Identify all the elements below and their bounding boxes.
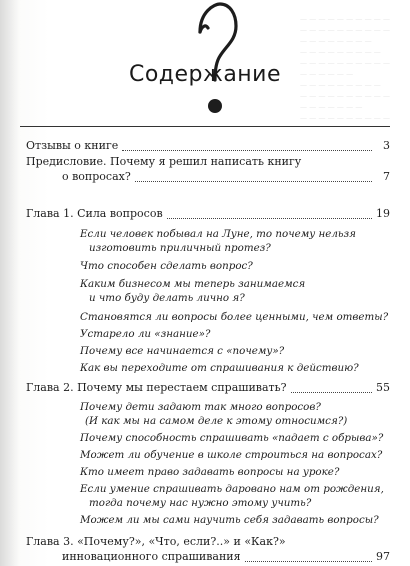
toc-entry-title: Глава 3. «Почему?», «Что, если?..» и «Как?» [26,535,286,548]
toc-page-number: 97 [376,550,390,563]
chapter-question: Если человек побывал на Луне, то почему нельзя [80,228,356,240]
chapter-question: Почему все начинается с «почему»? [80,345,285,357]
toc-page-number: 19 [376,207,390,220]
toc-entry-title: Глава 1. Сила вопросов [26,207,163,220]
leader-dots [245,560,372,562]
toc-entry-title: о вопросах? [62,170,131,183]
toc-page-number: 7 [383,170,390,183]
leader-dots [122,149,372,151]
toc-page-number: 55 [376,381,390,394]
leader-dots [291,391,372,393]
toc-page-number: 3 [383,139,390,152]
toc-entry-title: инновационного спрашивания [62,550,241,563]
toc-entry-title: Предисловие. Почему я решил написать книгу [26,155,302,168]
chapter-question: Становятся ли вопросы более ценными, чем ответы? [80,311,389,323]
title-divider [20,126,390,127]
bleed-through-text: — — — — — — — — — — — — — — — — — — — — — — — — — — — — — — — — — — — — — — — — — — — — — — — — — — — — — — — — — — — — — — — — — — — — — — — — — — — — — — — — — — — — — — — — — [300,15,391,122]
page-title: Содержание [128,62,282,87]
chapter-question: тогда почему нас нужно этому учить? [89,497,312,509]
leader-dots [135,180,372,182]
chapter-question: Почему дети задают так много вопросов? [80,401,321,413]
chapter-question: Может ли обучение в школе строиться на вопросах? [80,449,383,461]
chapter-question: Если умение спрашивать даровано нам от рождения, [80,483,384,495]
chapter-question: изготовить приличный протез? [89,242,271,254]
toc-entry-title: Отзывы о книге [26,139,119,152]
chapter-question: Кто имеет право задавать вопросы на уроке? [80,466,340,478]
chapter-question: Почему способность спрашивать «падает с обрыва»? [80,432,384,444]
chapter-question: Устарело ли «знание»? [80,328,211,340]
chapter-question: Можем ли мы сами научить себя задавать вопросы? [80,514,379,526]
chapter-question: и что буду делать лично я? [89,292,245,304]
leader-dots [167,217,372,219]
chapter-question: Каким бизнесом мы теперь занимаемся [80,278,306,290]
chapter-question: Как вы переходите от спрашивания к действию? [80,362,359,374]
toc-entry-title: Глава 2. Почему мы перестаем спрашивать? [26,381,287,394]
chapter-question: Что способен сделать вопрос? [80,260,253,272]
chapter-question: (И как мы на самом деле к этому относимся?) [85,415,348,427]
